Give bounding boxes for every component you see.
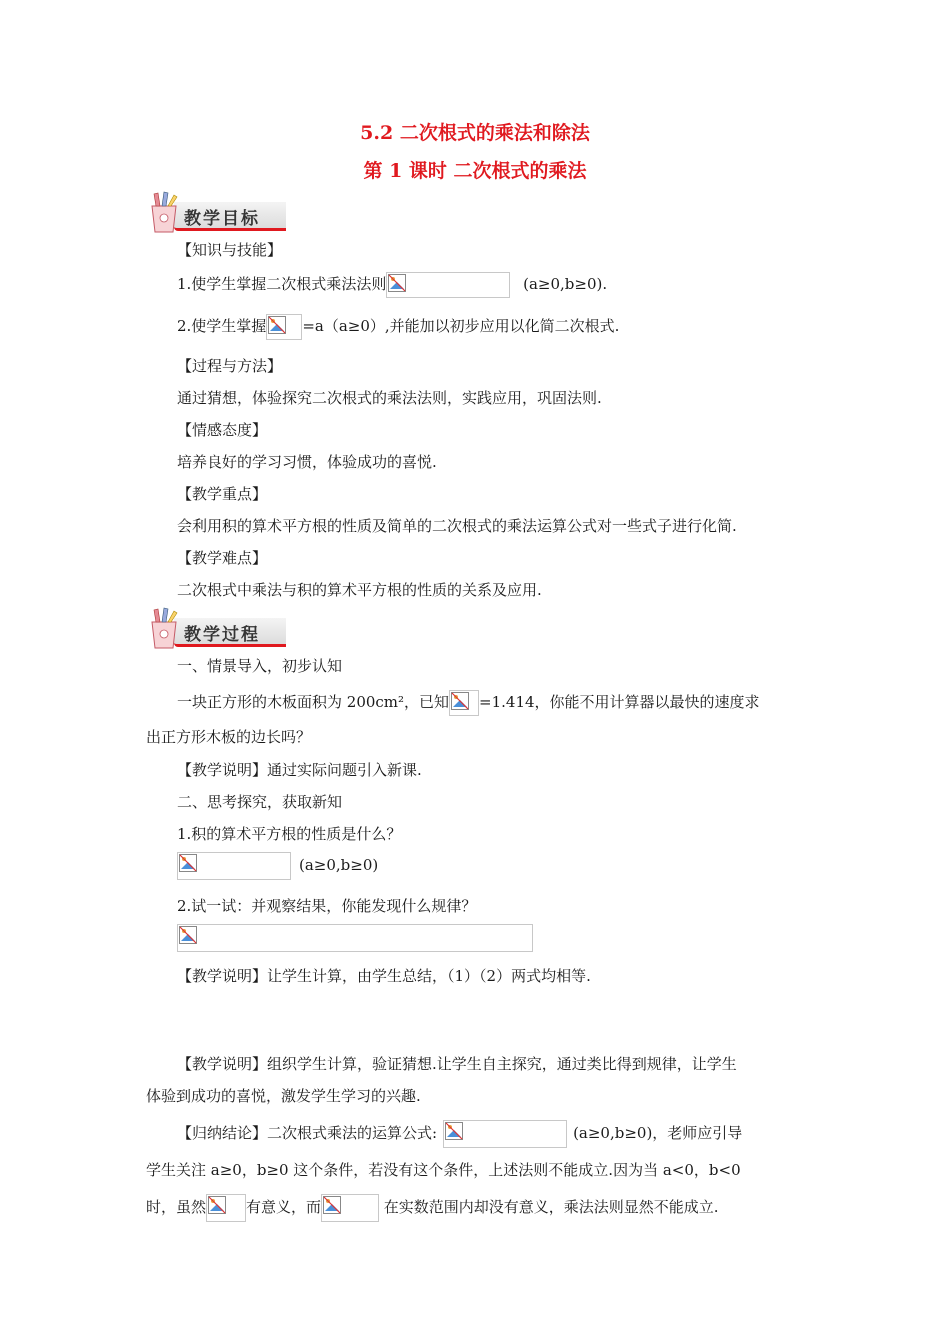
process-method-text: 通过猜想，体验探究二次根式的乘法法则，实践应用，巩固法则. [177, 389, 602, 407]
section-1-text-pre: 一块正方形的木板面积为 200cm²，已知 [177, 693, 450, 711]
section-1-line-2: 出正方形木板的边长吗？ [146, 728, 312, 746]
goal-2-text: 2.使学生掌握 [177, 317, 267, 335]
goal-line-1 [177, 272, 607, 298]
teaching-note-1: 【教学说明】通过实际问题引入新课. [177, 761, 422, 779]
broken-image-icon [451, 692, 469, 710]
broken-image-icon [388, 274, 406, 292]
question-1-formula-line [177, 852, 378, 880]
emotion-heading: 【情感态度】 [177, 421, 268, 439]
formula-image-placeholder [177, 924, 533, 952]
formula-image-placeholder [449, 690, 479, 716]
broken-image-icon [179, 854, 197, 872]
formula-image-placeholder [443, 1120, 567, 1148]
goals-banner-label: 教学目标 [184, 209, 260, 229]
key-point-text: 会利用积的算术平方根的性质及简单的二次根式的乘法运算公式对一些式子进行化简. [177, 517, 737, 535]
conclusion-text-pre: 【归纳结论】二次根式乘法的运算公式: [177, 1124, 438, 1142]
section-title: 5.2 二次根式的乘法和除法 [360, 122, 590, 144]
formula-image-placeholder [266, 314, 302, 340]
difficulty-heading: 【教学难点】 [177, 549, 268, 567]
conclusion-text-post: (a≥0,b≥0)，老师应引导 [573, 1124, 743, 1142]
broken-image-icon [445, 1122, 463, 1140]
section-2-heading: 二、思考探究，获取新知 [177, 793, 343, 811]
broken-image-icon [208, 1196, 226, 1214]
key-point-heading: 【教学重点】 [177, 485, 268, 503]
pencil-pot-icon [144, 190, 184, 234]
question-2: 2.试一试：并观察结果，你能发现什么规律？ [177, 897, 477, 915]
formula-image-placeholder [321, 1194, 379, 1222]
goals-banner [144, 190, 294, 234]
question-1-condition: (a≥0,b≥0) [299, 856, 379, 874]
conclusion-line-2: 学生关注 a≥0，b≥0 这个条件，若没有这个条件，上述法则不能成立.因为当 a<0，b<0 [146, 1161, 741, 1179]
broken-image-icon [323, 1196, 341, 1214]
goal-1-text: 1.使学生掌握二次根式乘法法则 [177, 275, 387, 293]
section-1-heading: 一、情景导入，初步认知 [177, 657, 343, 675]
conclusion-line-3-c: 在实数范围内却没有意义，乘法法则显然不能成立. [379, 1198, 719, 1216]
teaching-note-3-line-1: 【教学说明】组织学生计算，验证猜想.让学生自主探究，通过类比得到规律，让学生 [177, 1055, 737, 1073]
process-method-heading: 【过程与方法】 [177, 357, 283, 375]
goal-2-rest: =a（a≥0）,并能加以初步应用以化简二次根式. [302, 317, 620, 335]
question-2-formula-line [177, 924, 533, 952]
teaching-note-2: 【教学说明】让学生计算，由学生总结，（1）（2）两式均相等. [177, 967, 591, 985]
conclusion-line-3-b: 有意义，而 [246, 1198, 322, 1216]
pencil-pot-icon [144, 606, 184, 650]
process-banner [144, 606, 294, 650]
goal-1-condition: (a≥0,b≥0). [518, 275, 608, 293]
broken-image-icon [268, 316, 286, 334]
knowledge-heading: 【知识与技能】 [177, 241, 283, 259]
conclusion-line-1 [177, 1120, 742, 1148]
formula-image-placeholder [206, 1194, 246, 1222]
section-1-line-1 [177, 690, 760, 716]
conclusion-line-3-a: 时，虽然 [146, 1198, 207, 1216]
question-1: 1.积的算术平方根的性质是什么？ [177, 825, 402, 843]
lesson-title: 第 1 课时 二次根式的乘法 [363, 160, 587, 182]
difficulty-text: 二次根式中乘法与积的算术平方根的性质的关系及应用. [177, 581, 542, 599]
goal-line-2 [177, 314, 619, 340]
process-banner-label: 教学过程 [184, 625, 260, 645]
formula-image-placeholder [177, 852, 291, 880]
broken-image-icon [179, 926, 197, 944]
teaching-note-3-line-2: 体验到成功的喜悦，激发学生学习的兴趣. [146, 1087, 421, 1105]
emotion-text: 培养良好的学习习惯，体验成功的喜悦. [177, 453, 437, 471]
section-1-text-post: =1.414，你能不用计算器以最快的速度求 [479, 693, 760, 711]
formula-image-placeholder [386, 272, 510, 298]
conclusion-line-3 [146, 1194, 719, 1222]
